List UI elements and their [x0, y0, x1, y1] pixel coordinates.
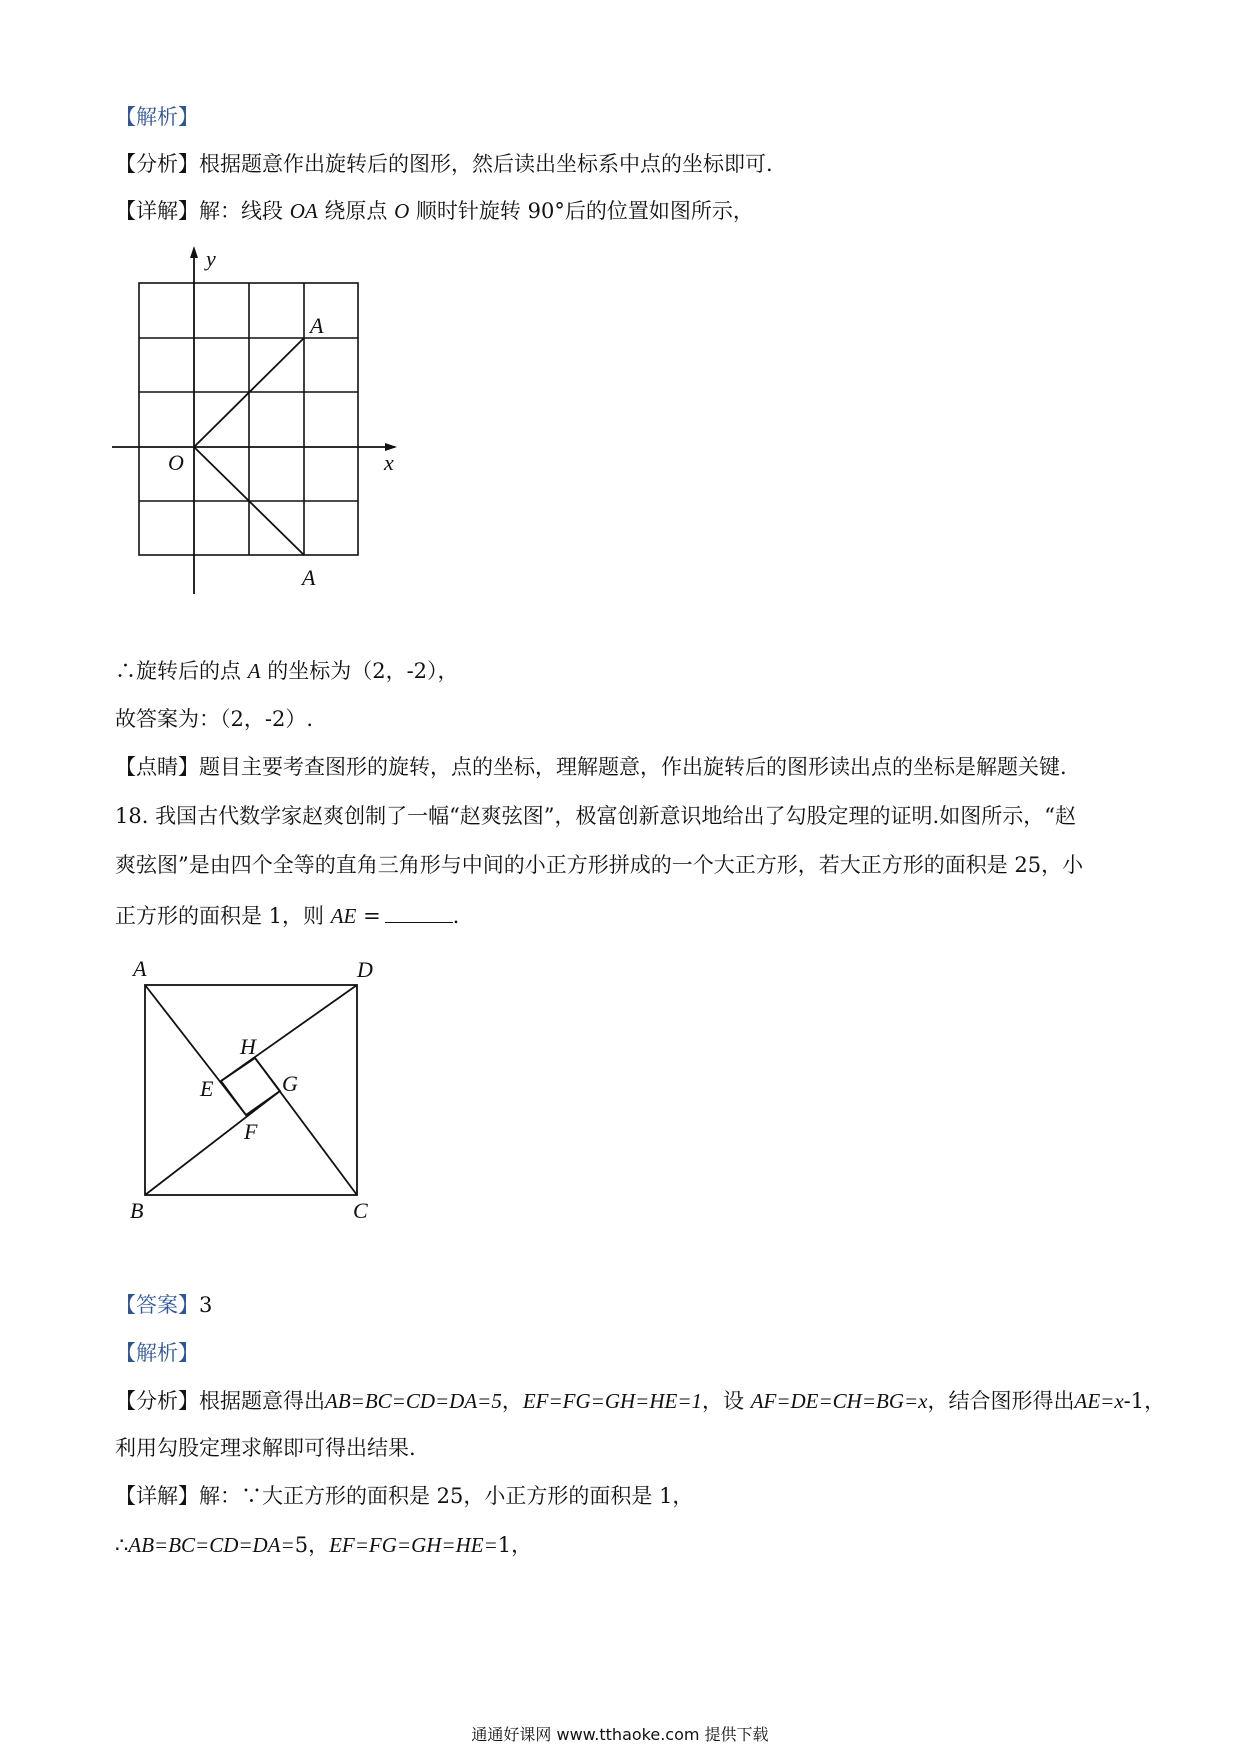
answer-line: 故答案为：（2，-2）.: [115, 707, 313, 731]
label-A-top: A: [310, 313, 324, 338]
label-y: y: [206, 246, 216, 271]
axes: [112, 250, 395, 594]
analysis-line-2a: 【分析】根据题意得出AB=BC=CD=DA=5，EF=FG=GH=HE=1，设 AF=DE=CH=BG=x，结合图形得出AE=x-1，: [115, 1389, 1166, 1413]
therefore-line-2: ∴AB=BC=CD=DA=5，EF=FG=GH=HE=1，: [115, 1533, 533, 1557]
problem-18-line-1: 18. 我国古代数学家赵爽创制了一幅“赵爽弦图”，极富创新意识地给出了勾股定理的证明.如图所示，“赵: [115, 804, 1076, 828]
small-square: [221, 1058, 280, 1115]
label-E: E: [200, 1076, 214, 1101]
remark-line: 【点睛】题目主要考查图形的旋转，点的坐标，理解题意，作出旋转后的图形读出点的坐标是解题关键.: [115, 755, 1067, 779]
jiexi-heading-2: 【解析】: [115, 1341, 199, 1365]
analysis-line-2b: 利用勾股定理求解即可得出结果.: [115, 1436, 416, 1460]
therefore-line: ∴旋转后的点 A 的坐标为（2，-2），: [115, 659, 459, 683]
detail-line-2: 【详解】解：∵大正方形的面积是 25，小正方形的面积是 1，: [115, 1484, 694, 1508]
grid-lines: [139, 283, 358, 555]
line-B-G: [145, 1091, 280, 1195]
label-x: x: [384, 450, 394, 475]
answer-blank: [385, 904, 453, 923]
label-A-bottom: A: [302, 565, 316, 590]
y-axis-arrow-icon: [190, 246, 198, 258]
zhao-shuang-figure: [0, 940, 1240, 1230]
problem-18-line-2: 爽弦图”是由四个全等的直角三角形与中间的小正方形拼成的一个大正方形，若大正方形的面积是 25，小: [115, 853, 1084, 877]
page-footer: 通通好课网 www.tthaoke.com 提供下载: [471, 1725, 769, 1744]
jiexi-heading: 【解析】: [115, 105, 199, 129]
label-origin: O: [168, 450, 184, 475]
problem-18-line-3: 正方形的面积是 1，则 AE = .: [115, 904, 460, 928]
answer-heading: 【答案】3: [115, 1293, 213, 1317]
label-G: G: [282, 1071, 298, 1096]
label-F: F: [244, 1119, 258, 1144]
label-D: D: [357, 957, 373, 982]
detail-line: 【详解】解：线段 OA 绕原点 O 顺时针旋转 90°后的位置如图所示，: [115, 199, 754, 223]
label-B: B: [130, 1198, 144, 1223]
big-square: [145, 985, 357, 1195]
label-A: A: [133, 956, 147, 981]
label-H: H: [240, 1034, 256, 1059]
label-C: C: [353, 1198, 368, 1223]
rotation-grid-figure: [0, 0, 1240, 620]
analysis-line: 【分析】根据题意作出旋转后的图形，然后读出坐标系中点的坐标即可.: [115, 152, 773, 176]
